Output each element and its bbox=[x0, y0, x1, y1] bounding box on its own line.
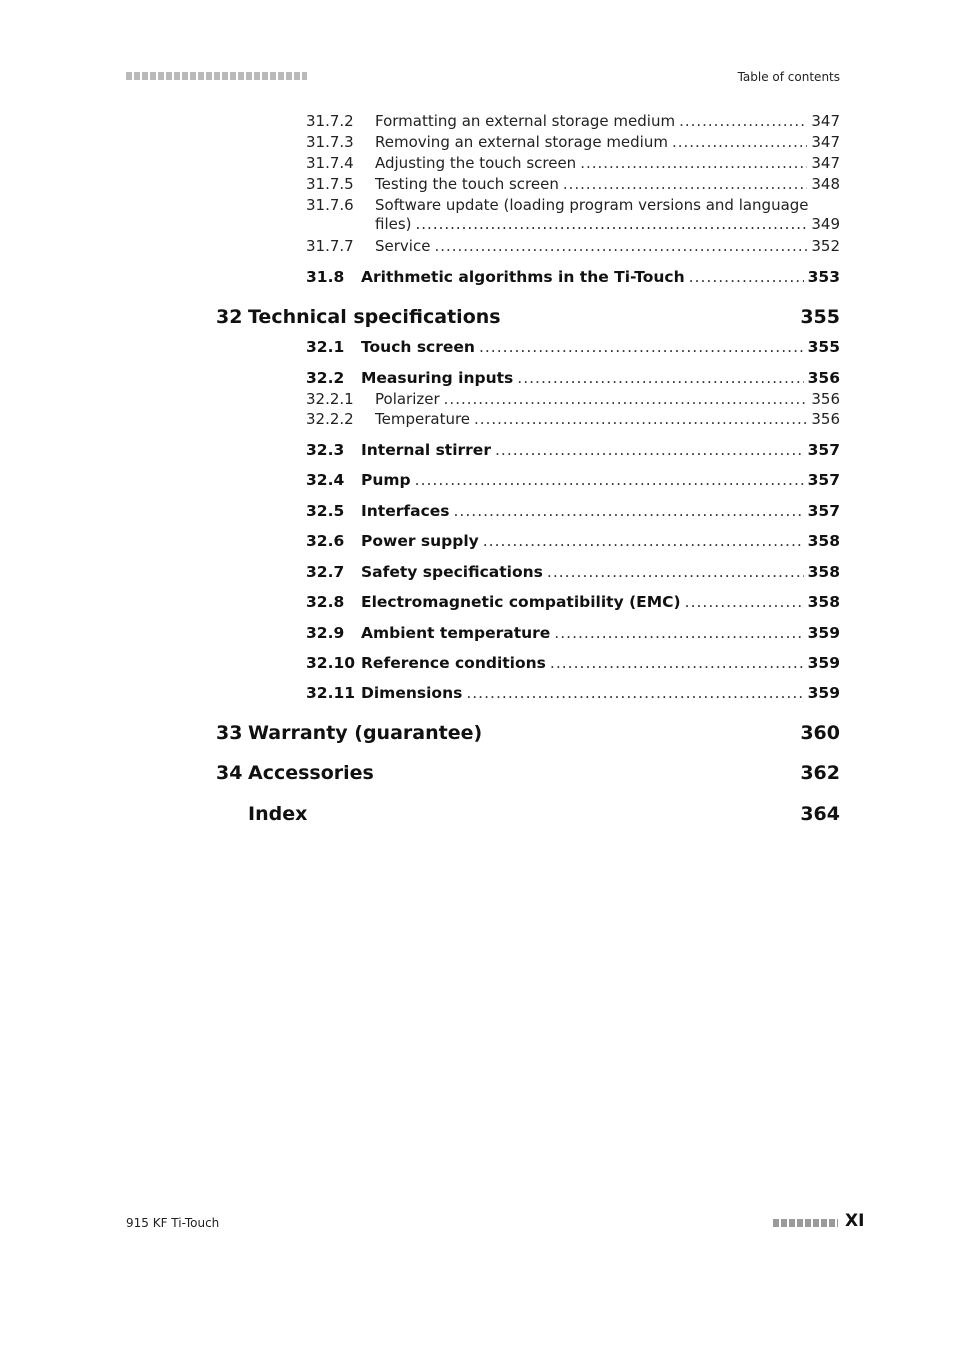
toc-entry-31-8[interactable] bbox=[306, 268, 840, 286]
toc-entry-31-7-7[interactable] bbox=[306, 237, 840, 255]
toc-entry-31-7-3[interactable] bbox=[306, 133, 840, 151]
toc-chapter-34[interactable] bbox=[216, 762, 840, 784]
entry-number: 31.7.5 bbox=[306, 175, 354, 193]
toc-entry-32-6[interactable] bbox=[306, 532, 840, 550]
entry-title: Removing an external storage medium bbox=[375, 133, 668, 151]
entry-number: 31.7.3 bbox=[306, 133, 354, 151]
chapter-page: 364 bbox=[800, 803, 840, 825]
entry-title: Service bbox=[375, 237, 431, 255]
entry-title: Ambient temperature bbox=[361, 624, 551, 642]
dot-leader bbox=[563, 175, 808, 193]
chapter-title: Index bbox=[248, 803, 308, 825]
dot-leader bbox=[547, 563, 804, 581]
dot-leader bbox=[444, 390, 808, 408]
running-header: Table of contents bbox=[737, 70, 840, 84]
entry-page: 349 bbox=[811, 215, 840, 233]
dot-leader bbox=[474, 410, 807, 428]
entry-title: Polarizer bbox=[375, 390, 440, 408]
footer-decoration bbox=[773, 1219, 838, 1227]
toc-entry-32-5[interactable] bbox=[306, 502, 840, 520]
entry-title: Safety specifications bbox=[361, 563, 543, 581]
footer-product: 915 KF Ti-Touch bbox=[126, 1216, 220, 1230]
chapter-page: 362 bbox=[800, 762, 840, 784]
entry-page: 356 bbox=[807, 369, 840, 387]
toc-entry-32-9[interactable] bbox=[306, 624, 840, 642]
dot-leader bbox=[580, 154, 807, 172]
entry-page: 352 bbox=[811, 237, 840, 255]
entry-title: Temperature bbox=[375, 410, 471, 428]
entry-number: 32.9 bbox=[306, 624, 345, 642]
toc-entry-31-7-4[interactable] bbox=[306, 154, 840, 172]
dot-leader bbox=[550, 654, 804, 672]
dot-leader bbox=[689, 268, 804, 286]
entry-page: 356 bbox=[811, 410, 840, 428]
entry-page: 353 bbox=[807, 268, 840, 286]
chapter-page: 360 bbox=[800, 722, 840, 744]
dot-leader bbox=[483, 532, 804, 550]
toc-entry-32-7[interactable] bbox=[306, 563, 840, 581]
entry-title: Testing the touch screen bbox=[375, 175, 559, 193]
entry-title: Measuring inputs bbox=[361, 369, 514, 387]
entry-title: Arithmetic algorithms in the Ti-Touch bbox=[361, 268, 685, 286]
header-decoration bbox=[126, 72, 307, 80]
toc-entry-31-7-6-continuation[interactable] bbox=[375, 215, 840, 233]
entry-page: 357 bbox=[807, 471, 840, 489]
toc-entry-32-4[interactable] bbox=[306, 471, 840, 489]
toc-entry-32-8[interactable] bbox=[306, 593, 840, 611]
entry-page: 347 bbox=[811, 112, 840, 130]
dot-leader bbox=[495, 441, 804, 459]
entry-number: 32.2.2 bbox=[306, 410, 354, 428]
dot-leader bbox=[479, 338, 804, 356]
chapter-number: 32 bbox=[216, 306, 243, 328]
entry-page: 347 bbox=[811, 154, 840, 172]
entry-page: 358 bbox=[807, 563, 840, 581]
entry-title-continuation: files) bbox=[375, 215, 412, 233]
entry-page: 358 bbox=[807, 593, 840, 611]
toc-entry-32-1[interactable] bbox=[306, 338, 840, 356]
entry-page: 355 bbox=[807, 338, 840, 356]
toc-chapter-33[interactable] bbox=[216, 722, 840, 744]
entry-number: 32.4 bbox=[306, 471, 345, 489]
entry-page: 359 bbox=[807, 684, 840, 702]
entry-page: 348 bbox=[811, 175, 840, 193]
chapter-number: 33 bbox=[216, 722, 243, 744]
dot-leader bbox=[672, 133, 807, 151]
entry-number: 32.2.1 bbox=[306, 390, 354, 408]
chapter-title: Accessories bbox=[248, 762, 374, 784]
entry-title: Electromagnetic compatibility (EMC) bbox=[361, 593, 681, 611]
entry-title: Software update (loading program versions and language bbox=[375, 196, 809, 214]
toc-entry-32-10[interactable] bbox=[306, 654, 840, 672]
entry-title: Pump bbox=[361, 471, 411, 489]
toc-entry-32-3[interactable] bbox=[306, 441, 840, 459]
chapter-title: Technical specifications bbox=[248, 306, 501, 328]
entry-number: 32.5 bbox=[306, 502, 345, 520]
toc-entry-32-11[interactable] bbox=[306, 684, 840, 702]
chapter-number: 34 bbox=[216, 762, 243, 784]
toc-entry-31-7-6[interactable] bbox=[306, 196, 840, 214]
entry-page: 356 bbox=[811, 390, 840, 408]
chapter-page: 355 bbox=[800, 306, 840, 328]
dot-leader bbox=[554, 624, 803, 642]
entry-number: 31.7.4 bbox=[306, 154, 354, 172]
entry-number: 31.8 bbox=[306, 268, 345, 286]
entry-title: Touch screen bbox=[361, 338, 475, 356]
entry-number: 32.3 bbox=[306, 441, 345, 459]
dot-leader bbox=[434, 237, 807, 255]
footer-page-number: XI bbox=[845, 1211, 865, 1231]
dot-leader bbox=[454, 502, 804, 520]
entry-title: Interfaces bbox=[361, 502, 450, 520]
entry-title: Internal stirrer bbox=[361, 441, 491, 459]
entry-number: 32.11 bbox=[306, 684, 356, 702]
entry-number: 32.1 bbox=[306, 338, 345, 356]
entry-number: 32.6 bbox=[306, 532, 345, 550]
entry-page: 357 bbox=[807, 502, 840, 520]
entry-title: Adjusting the touch screen bbox=[375, 154, 577, 172]
dot-leader bbox=[685, 593, 804, 611]
dot-leader bbox=[679, 112, 807, 130]
toc-entry-31-7-5[interactable] bbox=[306, 175, 840, 193]
entry-title: Power supply bbox=[361, 532, 479, 550]
entry-title: Formatting an external storage medium bbox=[375, 112, 676, 130]
entry-number: 31.7.7 bbox=[306, 237, 354, 255]
entry-number: 32.2 bbox=[306, 369, 345, 387]
dot-leader bbox=[517, 369, 803, 387]
dot-leader bbox=[415, 471, 804, 489]
dot-leader bbox=[466, 684, 803, 702]
entry-number: 32.10 bbox=[306, 654, 356, 672]
entry-page: 357 bbox=[807, 441, 840, 459]
entry-number: 32.8 bbox=[306, 593, 345, 611]
entry-page: 359 bbox=[807, 624, 840, 642]
entry-number: 32.7 bbox=[306, 563, 345, 581]
toc-entry-32-2-2[interactable] bbox=[306, 410, 840, 428]
toc-entry-32-2-1[interactable] bbox=[306, 390, 840, 408]
entry-page: 347 bbox=[811, 133, 840, 151]
chapter-title: Warranty (guarantee) bbox=[248, 722, 483, 744]
entry-number: 31.7.2 bbox=[306, 112, 354, 130]
toc-entry-31-7-2[interactable] bbox=[306, 112, 840, 130]
entry-title: Dimensions bbox=[361, 684, 463, 702]
entry-page: 358 bbox=[807, 532, 840, 550]
entry-number: 31.7.6 bbox=[306, 196, 354, 214]
dot-leader bbox=[416, 215, 808, 233]
toc-entry-32-2[interactable] bbox=[306, 369, 840, 387]
toc-index[interactable] bbox=[216, 803, 840, 825]
toc-chapter-32[interactable] bbox=[216, 306, 840, 328]
entry-page: 359 bbox=[807, 654, 840, 672]
entry-title: Reference conditions bbox=[361, 654, 546, 672]
